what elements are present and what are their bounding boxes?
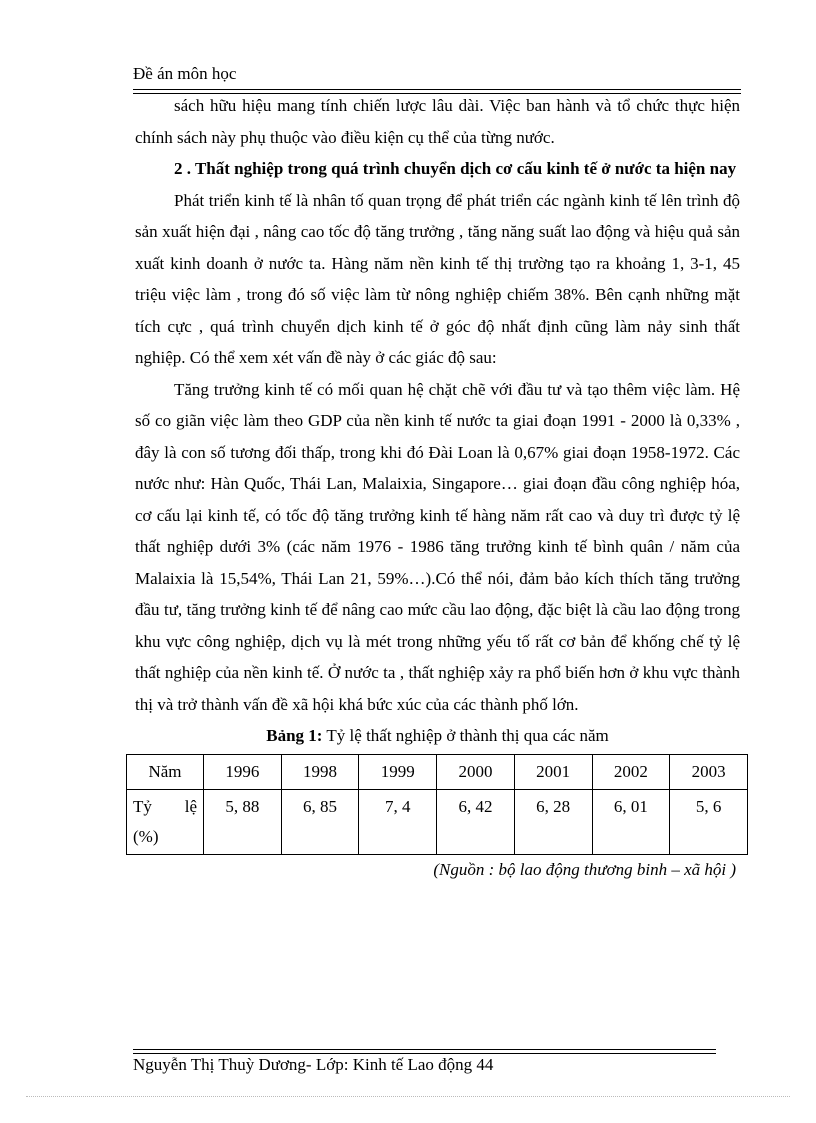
table-header-row [127,755,748,790]
paragraph-economic-growth: Tăng trưởng kinh tế có mối quan hệ chặt chẽ với đầu tư và tạo thêm việc làm. Hệ số co giãn việc làm theo GDP của nền kinh tế nước ta giai đoạn 1991 - 2000 là 0,33% , đây là con số tương đối thấp, trong khi đó Đài Loan là 0,67% giai đoạn 1958-1972. Các nước như: Hàn Quốc, Thái Lan, Malaixia, Singapore… giai đoạn đầu công nghiệp hóa, cơ cấu lại kinh tế, có tốc độ tăng trưởng kinh tế hàng năm rất cao và duy trì được tỷ lệ thất nghiệp dưới 3% (các năm 1976 - 1986 tăng trưởng kinh tế bình quân / năm của Malaixia là 15,54%, Thái Lan 21, 59%…).Có thể nói, đảm bảo kích thích tăng trưởng đầu tư, tăng trưởng kinh tế để nâng cao mức cầu lao động, đặc biệt là cầu lao động trong khu vực công nghiệp, dịch vụ là mét trong những yếu tố rất cơ bản để khống chế tỷ lệ thất nghiệp của nền kinh tế. Ở nước ta , thất nghiệp xảy ra phổ biến hơn ở khu vực thành thị và trở thành vấn đề xã hội khá bức xúc của các thành phố lớn. [135,379,740,714]
table-year-cell: 2002 [592,755,670,790]
table-value-row [127,790,748,855]
footer-rule [133,1049,716,1054]
row-label-part: Tỷ [133,797,152,816]
table-value-cell: 7, 4 [359,790,437,855]
paragraph-continued: sách hữu hiệu mang tính chiến lược lâu dài. Việc ban hành và tổ chức thực hiện chính sách này phụ thuộc vào điều kiện cụ thể của từng nước. [135,96,740,147]
table-source: (Nguồn : bộ lao động thương binh – xã hội ) [433,860,736,879]
table-caption-text: Tỷ lệ thất nghiệp ở thành thị qua các năm [322,726,609,745]
table-year-cell: 1998 [281,755,359,790]
table-year-cell: 1996 [204,755,282,790]
paragraph-economic-development: Phát triển kinh tế là nhân tố quan trọng để phát triển các ngành kinh tế lên trình độ sản xuất hiện đại , nâng cao tốc độ tăng trưởng , tăng năng suất lao động và hiệu quả sản xuất kinh doanh ở nước ta. Hàng năm nền kinh tế thị trường tạo ra khoảng 1, 3-1, 45 triệu việc làm , trong đó số việc làm từ nông nghiệp chiếm 38%. Bên cạnh những mặt tích cực , quá trình chuyển dịch kinh tế ở góc độ nhất định cũng làm nảy sinh thất nghiệp. Có thể xem xét vấn đề này ở các giác độ sau: [135,190,740,367]
table-value-cell: 6, 28 [514,790,592,855]
row-label-unit: (%) [133,827,159,846]
table-value-cell: 5, 88 [204,790,282,855]
table-year-cell: 2003 [670,755,748,790]
unemployment-table [126,754,748,855]
table-caption [135,722,740,750]
table-value-cell: 6, 42 [437,790,515,855]
document-body [135,90,740,883]
table-year-cell: 2000 [437,755,515,790]
table-year-cell: 1999 [359,755,437,790]
table-year-cell: 2001 [514,755,592,790]
table-caption-label: Bảng 1: [266,726,323,745]
page-footer-text: Nguyễn Thị Thuỳ Dương- Lớp: Kinh tế Lao động 44 [133,1055,494,1074]
row-label-part: lệ [184,797,197,816]
table-row-label [127,790,204,855]
table-value-cell: 6, 01 [592,790,670,855]
table-value-cell: 6, 85 [281,790,359,855]
page-bottom-dotted-line [26,1096,790,1097]
page-header-title: Đề án môn học [133,64,237,83]
table-value-cell: 5, 6 [670,790,748,855]
section-heading: 2 . Thất nghiệp trong quá trình chuyển dịch cơ cấu kinh tế ở nước ta hiện nay [174,159,737,178]
table-header-label: Năm [127,755,204,790]
